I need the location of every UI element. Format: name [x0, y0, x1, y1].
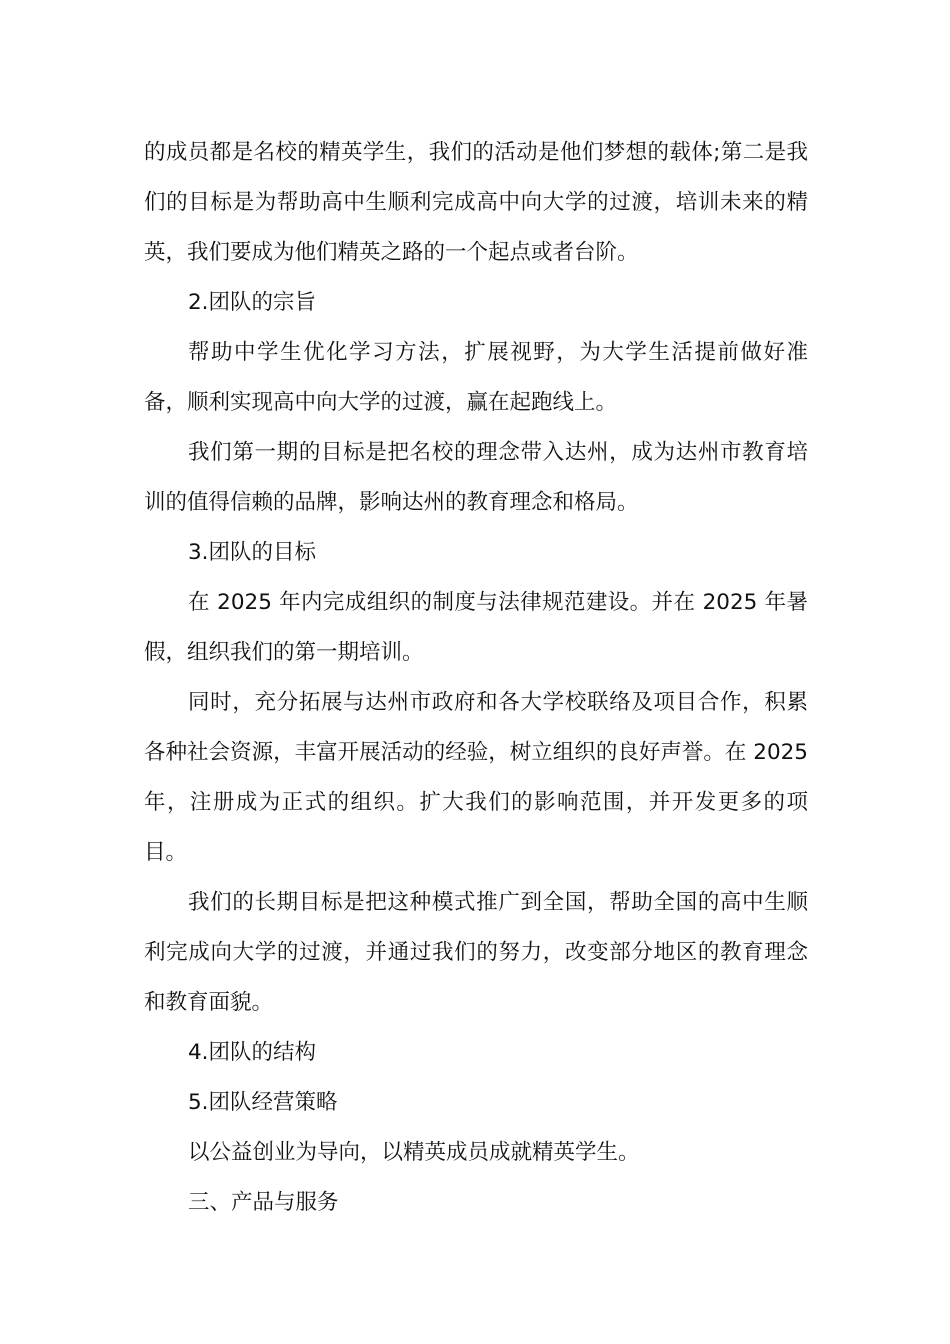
- section-heading-strategy: 5.团队经营策略: [188, 1090, 338, 1115]
- section-heading-goals: 3.团队的目标: [188, 540, 317, 565]
- paragraph-goal-cooperation: 同时，充分拓展与达州市政府和各大学校联络及项目合作，积累各种社会资源，丰富开展活动的经验，树立组织的良好声誉。在 2025 年，注册成为正式的组织。扩大我们的影响范围，并开发更多的项目。: [144, 690, 808, 865]
- section-heading-mission: 2.团队的宗旨: [188, 290, 317, 315]
- document-body: [144, 128, 808, 1228]
- paragraph-continuation: 的成员都是名校的精英学生，我们的活动是他们梦想的载体;第二是我们的目标是为帮助高中生顺利完成高中向大学的过渡，培训未来的精英，我们要成为他们精英之路的一个起点或者台阶。: [144, 140, 808, 265]
- paragraph-goal-2025: 在 2025 年内完成组织的制度与法律规范建设。并在 2025 年暑假，组织我们的第一期培训。: [144, 590, 808, 665]
- section-heading-products: 三、产品与服务: [188, 1190, 339, 1215]
- paragraph-first-phase-goal: 我们第一期的目标是把名校的理念带入达州，成为达州市教育培训的值得信赖的品牌，影响达州的教育理念和格局。: [144, 440, 808, 515]
- paragraph-long-term-goal: 我们的长期目标是把这种模式推广到全国，帮助全国的高中生顺利完成向大学的过渡，并通过我们的努力，改变部分地区的教育理念和教育面貌。: [144, 890, 808, 1015]
- paragraph-mission: 帮助中学生优化学习方法，扩展视野，为大学生活提前做好准备，顺利实现高中向大学的过渡，赢在起跑线上。: [144, 340, 808, 415]
- paragraph-strategy: 以公益创业为导向，以精英成员成就精英学生。: [188, 1140, 640, 1165]
- section-heading-structure: 4.团队的结构: [188, 1040, 317, 1065]
